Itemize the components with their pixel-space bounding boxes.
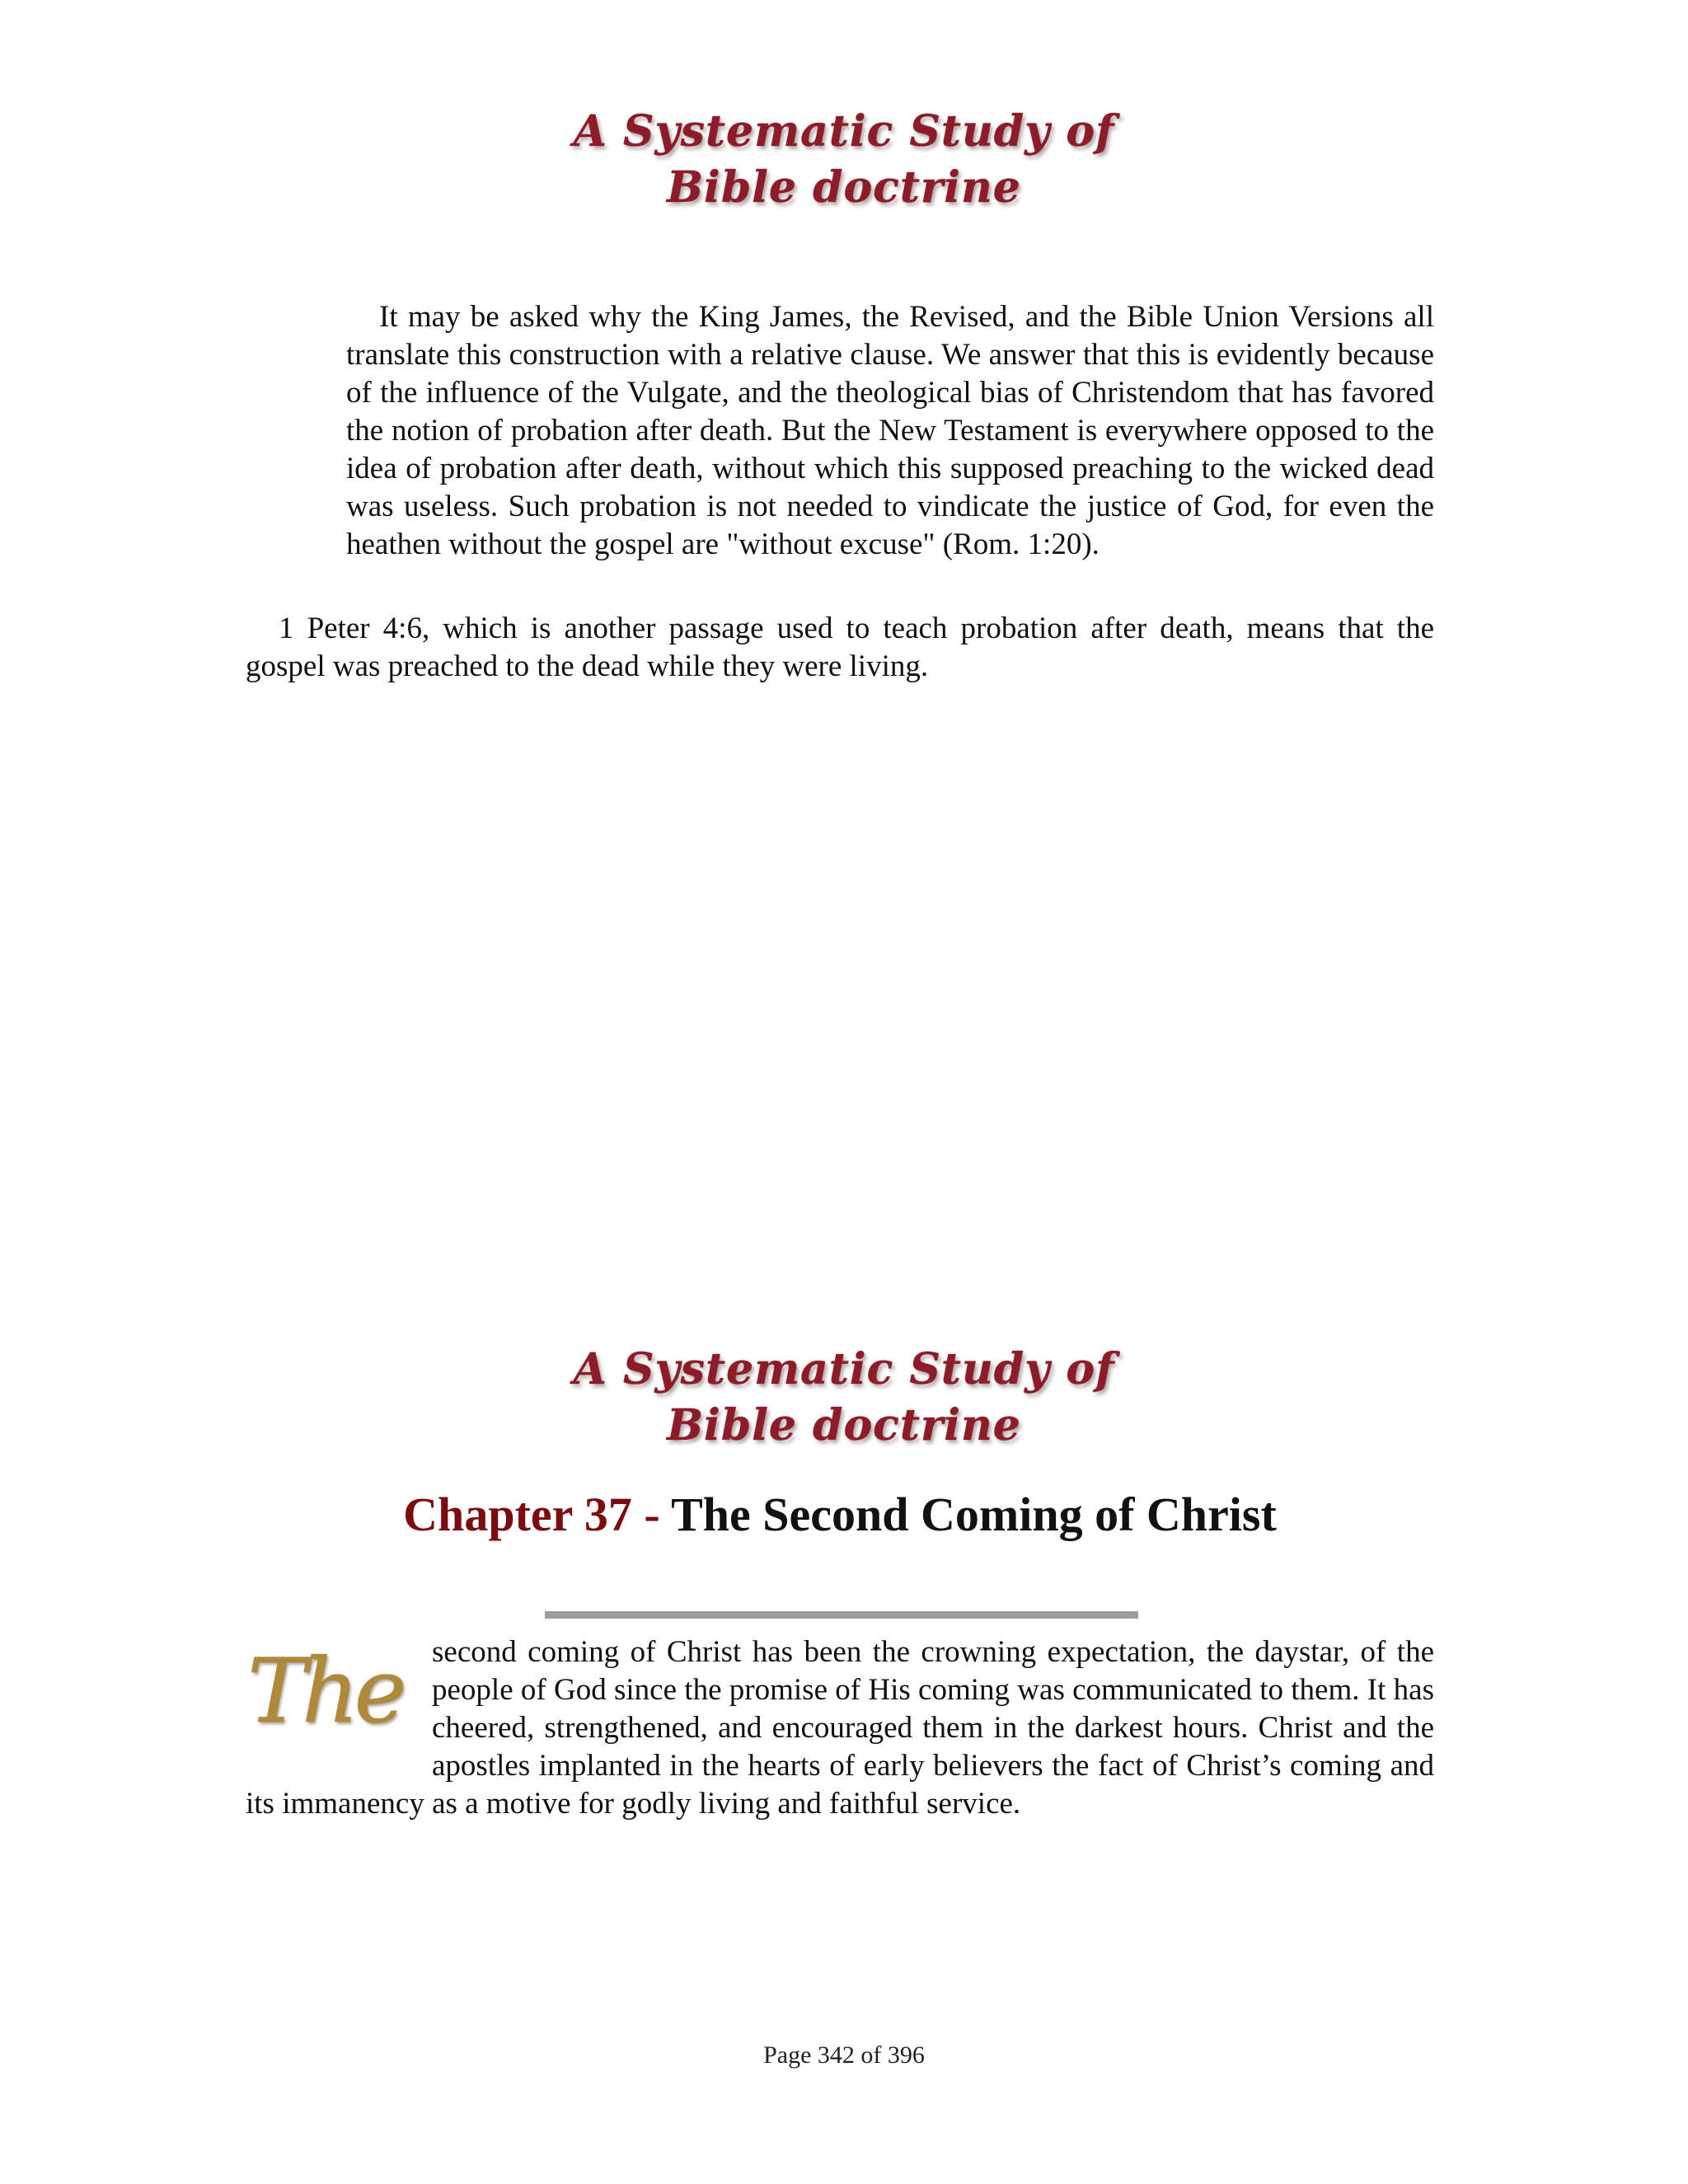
intro-text: second coming of Christ has been the crowning expectation, the daystar, of the people of God since the promise of His coming was communicated to them. It has cheered, strengthened, and encouraged them in the darkest hours. Christ and the apostles implanted in the hearts of early believers the fact of Christ’s coming and its immanency as a motive for godly living and faithful service. bbox=[246, 1635, 1434, 1821]
block-quote-paragraph: It may be asked why the King James, the Revised, and the Bible Union Versions all translate this construction with a relative clause. We answer that this is evidently because of the influence of the Vulgate, and the theological bias of Christendom that has favored the notion of probation after death. But the New Testament is everywhere opposed to the idea of probation after death, without which this supposed preaching to the wicked dead was useless. Such probation is not needed to vindicate the justice of God, for even the heathen without the gospel are "without excuse" (Rom. 1:20). bbox=[346, 300, 1434, 561]
banner-line-2: Bible doctrine bbox=[667, 162, 1021, 213]
page-number: Page 342 of 396 bbox=[763, 2041, 925, 2069]
banner-line-2: Bible doctrine bbox=[667, 1400, 1021, 1451]
chapter-number: Chapter 37 - bbox=[403, 1488, 672, 1541]
chapter-intro-paragraph bbox=[246, 1633, 1434, 1823]
drop-cap-the: The bbox=[247, 1640, 402, 1743]
section-divider bbox=[545, 1611, 1138, 1619]
body-paragraph: 1 Peter 4:6, which is another passage used to teach probation after death, means that the gospel was preached to the dead while they were living. bbox=[246, 612, 1434, 683]
chapter-title bbox=[246, 1486, 1434, 1544]
chapter-name: The Second Coming of Christ bbox=[671, 1488, 1277, 1541]
banner-line-1: A Systematic Study of bbox=[573, 1344, 1115, 1394]
banner-line-1: A Systematic Study of bbox=[573, 106, 1115, 157]
book-title-banner-chapter bbox=[556, 1335, 1132, 1459]
book-title-banner-top bbox=[556, 97, 1132, 221]
